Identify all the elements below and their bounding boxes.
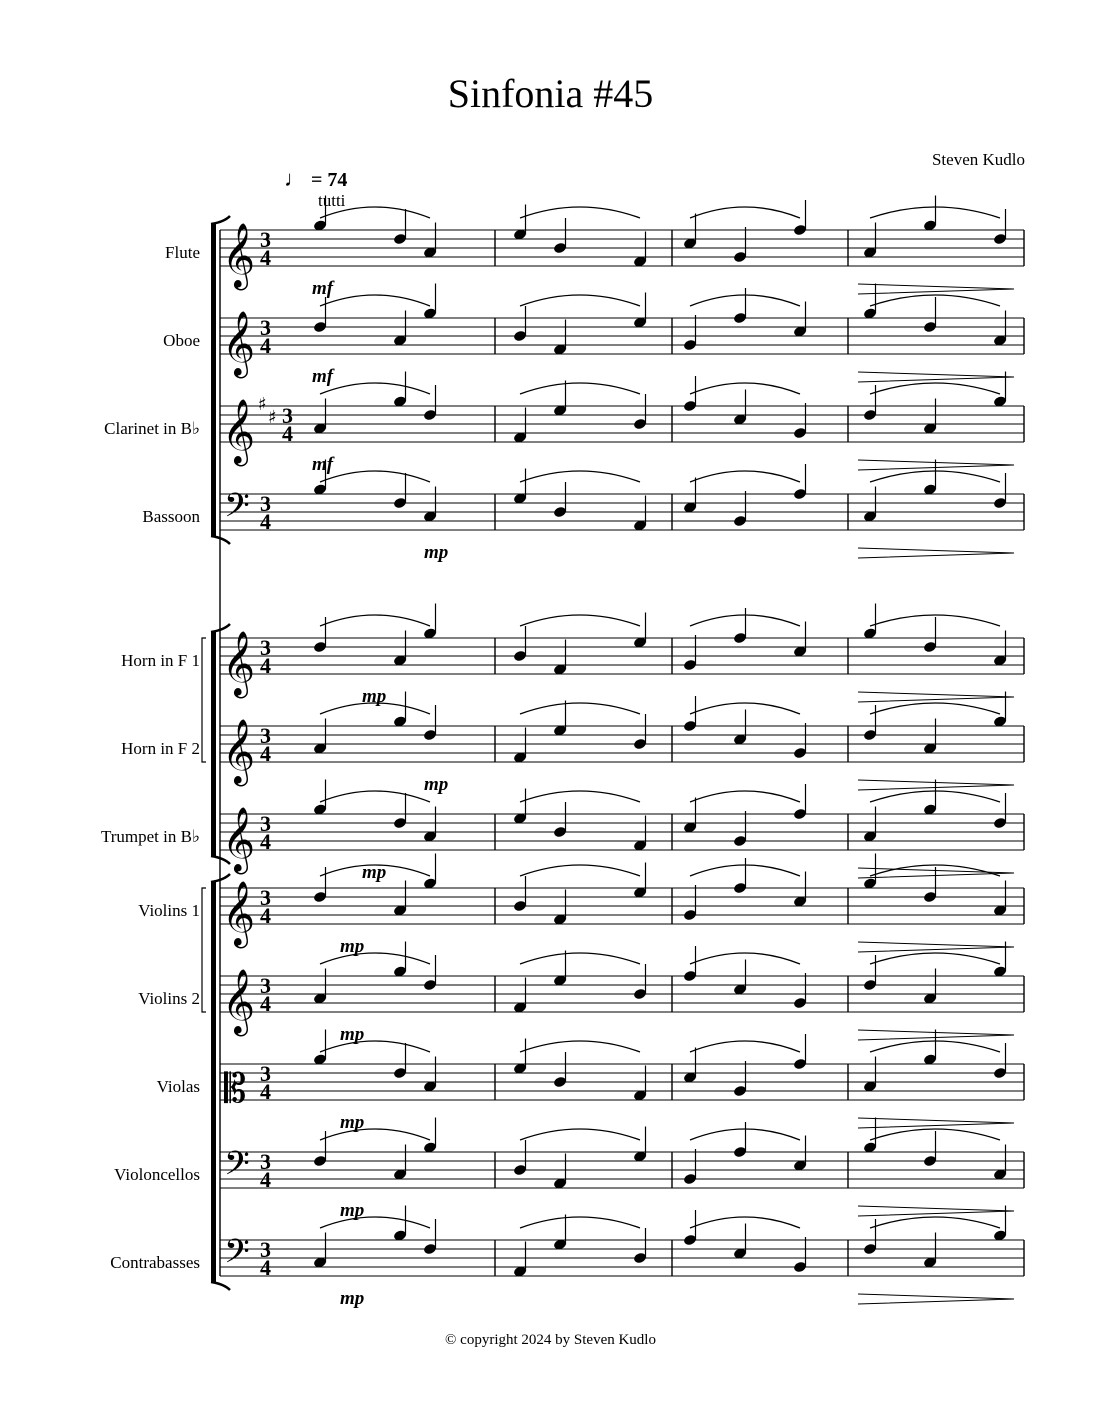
sharp-icon: ♯ — [268, 407, 277, 428]
sharp-icon: ♯ — [258, 394, 267, 415]
slur — [690, 207, 800, 218]
time-signature-top: 3 — [260, 315, 271, 340]
decrescendo-hairpin — [858, 372, 1014, 382]
quarter-note-icon: ♩ — [284, 166, 306, 191]
dynamic-marking: mp — [340, 1200, 365, 1221]
group-bracket — [211, 224, 216, 536]
treble-clef-icon: 𝄞 — [222, 719, 256, 784]
instrument-label: Violins 2 — [138, 989, 200, 1008]
dynamic-marking: mp — [340, 1288, 365, 1309]
dynamic-marking: mp — [362, 862, 387, 883]
instrument-label: Violas — [156, 1077, 200, 1096]
slur — [520, 207, 640, 218]
time-signature-top: 3 — [260, 885, 271, 910]
slur — [320, 207, 430, 218]
slur — [520, 383, 640, 394]
subgroup-bracket — [202, 638, 206, 762]
copyright-footer: © copyright 2024 by Steven Kudlo — [445, 1332, 656, 1348]
instrument-label: Clarinet in B♭ — [104, 419, 200, 438]
slur — [320, 383, 430, 394]
instrument-label: Horn in F 1 — [121, 651, 200, 670]
dynamic-marking: mf — [312, 366, 334, 387]
slur — [520, 865, 640, 876]
slur — [520, 1129, 640, 1140]
bass-clef-icon: 𝄢 — [224, 1145, 250, 1191]
treble-clef-icon: 𝄞 — [222, 311, 256, 376]
slur — [690, 791, 800, 802]
bass-clef-icon: 𝄢 — [224, 487, 250, 533]
expression-text: tutti — [318, 191, 346, 210]
dynamic-marking: mp — [340, 1112, 365, 1133]
treble-clef-icon: 𝄞 — [222, 881, 256, 946]
slur — [520, 615, 640, 626]
treble-clef-icon: 𝄞 — [222, 631, 256, 696]
time-signature-bottom: 4 — [260, 1167, 271, 1192]
treble-clef-icon: 𝄞 — [222, 399, 256, 464]
dynamic-marking: mp — [340, 1024, 365, 1045]
dynamic-marking: mp — [424, 774, 449, 795]
time-signature-top: 3 — [260, 723, 271, 748]
decrescendo-hairpin — [858, 1118, 1014, 1128]
time-signature-top: 3 — [260, 1237, 271, 1262]
slur — [690, 1041, 800, 1052]
instrument-label: Violins 1 — [138, 901, 200, 920]
decrescendo-hairpin — [858, 548, 1014, 558]
bass-clef-icon: 𝄢 — [224, 1233, 250, 1279]
slur — [520, 471, 640, 482]
slur — [870, 953, 1000, 964]
tempo-value: = 74 — [311, 169, 348, 191]
time-signature-top: 3 — [260, 635, 271, 660]
decrescendo-hairpin — [858, 1206, 1014, 1216]
time-signature-bottom: 4 — [260, 1255, 271, 1280]
slur — [320, 295, 430, 306]
time-signature-top: 3 — [260, 1061, 271, 1086]
score-title: Sinfonia #45 — [447, 71, 654, 116]
decrescendo-hairpin — [858, 284, 1014, 294]
slur — [320, 1041, 430, 1052]
slur — [870, 383, 1000, 394]
time-signature-top: 3 — [260, 811, 271, 836]
instrument-label: Violoncellos — [114, 1165, 200, 1184]
time-signature-bottom: 4 — [260, 903, 271, 928]
slur — [320, 1217, 430, 1228]
time-signature-top: 3 — [260, 227, 271, 252]
alto-clef-icon: 𝄡 — [224, 1066, 247, 1112]
slur — [320, 1129, 430, 1140]
instrument-label: Horn in F 2 — [121, 739, 200, 758]
instrument-label: Flute — [165, 243, 200, 262]
group-bracket — [211, 632, 216, 856]
time-signature-bottom: 4 — [260, 653, 271, 678]
group-bracket — [211, 882, 216, 1282]
slur — [520, 703, 640, 714]
dynamic-marking: mf — [312, 278, 334, 299]
treble-clef-icon: 𝄞 — [222, 969, 256, 1034]
slur — [320, 471, 430, 482]
treble-clef-icon: 𝄞 — [222, 223, 256, 288]
slur — [870, 703, 1000, 714]
instrument-label: Bassoon — [142, 507, 200, 526]
dynamic-marking: mf — [312, 454, 334, 475]
time-signature-bottom: 4 — [260, 245, 271, 270]
time-signature-bottom: 4 — [260, 1079, 271, 1104]
slur — [320, 791, 430, 802]
time-signature-top: 3 — [282, 403, 293, 428]
slur — [520, 953, 640, 964]
slur — [320, 615, 430, 626]
slur — [520, 791, 640, 802]
slur — [690, 471, 800, 482]
time-signature-bottom: 4 — [260, 509, 271, 534]
composer-name: Steven Kudlo — [931, 150, 1025, 169]
time-signature-bottom: 4 — [260, 829, 271, 854]
decrescendo-hairpin — [858, 942, 1014, 952]
time-signature-top: 3 — [260, 491, 271, 516]
subgroup-bracket — [202, 888, 206, 1012]
dynamic-marking: mp — [340, 936, 365, 957]
slur — [320, 953, 430, 964]
time-signature-top: 3 — [260, 973, 271, 998]
time-signature-top: 3 — [260, 1149, 271, 1174]
time-signature-bottom: 4 — [260, 333, 271, 358]
time-signature-bottom: 4 — [282, 421, 293, 446]
decrescendo-hairpin — [858, 692, 1014, 702]
slur — [520, 1041, 640, 1052]
slur — [870, 1217, 1000, 1228]
dynamic-marking: mp — [424, 542, 449, 563]
instrument-label: Trumpet in B♭ — [100, 827, 200, 846]
slur — [520, 295, 640, 306]
time-signature-bottom: 4 — [260, 991, 271, 1016]
decrescendo-hairpin — [858, 1294, 1014, 1304]
instrument-label: Oboe — [163, 331, 200, 350]
time-signature-bottom: 4 — [260, 741, 271, 766]
treble-clef-icon: 𝄞 — [222, 807, 256, 872]
bracket-bottom-hook — [211, 1282, 230, 1290]
dynamic-marking: mp — [362, 686, 387, 707]
slur — [520, 1217, 640, 1228]
instrument-label: Contrabasses — [110, 1253, 200, 1272]
